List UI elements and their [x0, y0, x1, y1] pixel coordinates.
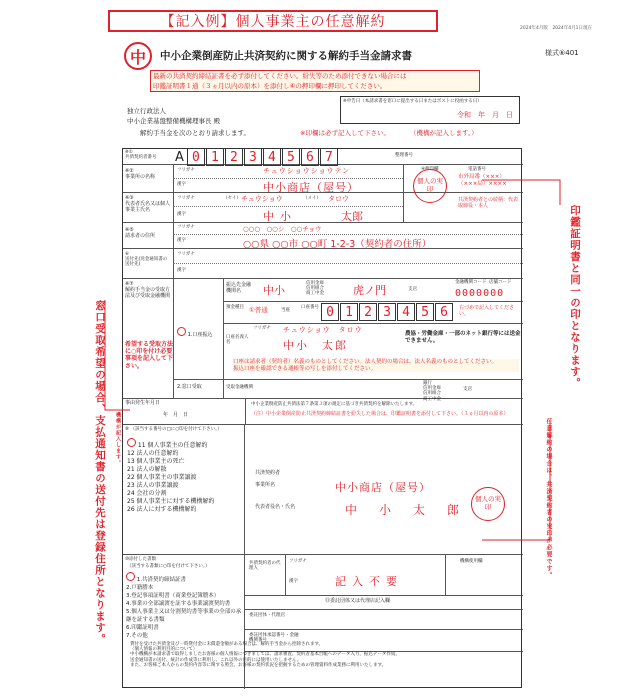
deposit-other: 当座: [281, 308, 290, 313]
reason-item[interactable]: 23 法人の事業譲渡: [127, 482, 179, 490]
contract-digit: 3: [244, 148, 262, 166]
account-note: 右づめで記入してください。: [459, 305, 515, 317]
contractor-business: 中小商店（屋号）: [335, 481, 431, 494]
attachments-title: ⑩添付した書類: [125, 557, 157, 562]
holder-label: 口座名義人名: [226, 335, 249, 346]
seiri-label: 整理番号: [395, 153, 413, 158]
window-bank-label: 受取金融機関: [226, 385, 253, 390]
agency-code-label: 委託団体・代理店: [249, 613, 285, 618]
account-digit: 3: [378, 303, 396, 321]
seal-area-label: ④押印欄: [421, 167, 439, 172]
notice-label: ⑥ 送付先(送金通知書の送付先): [125, 252, 168, 268]
reason-item[interactable]: 26 法人に対する機構解約: [127, 506, 197, 514]
attachments-sub: （該当する書類に○印を付けて下さい。）: [127, 564, 210, 570]
account-digit: 1: [340, 303, 358, 321]
kikou-note: （機構が記入します。）: [410, 129, 478, 137]
attachment-item[interactable]: 2.戸籍謄本: [126, 585, 154, 592]
business-name: 中小商店（屋号）: [263, 181, 359, 194]
jp-bank-note: 農協・労働金庫・一部のネット銀行等には送金できません。: [405, 331, 521, 344]
bank-name: 中小: [263, 284, 285, 297]
chu-stamp: 中: [124, 42, 152, 70]
contractor-business-label: 事業所名: [255, 482, 276, 488]
rep-relation: 共済契約者との続柄：代表取締役・本人: [458, 197, 519, 209]
bank-code[interactable]: 0000000: [455, 288, 505, 299]
bank-kind: 信用金庫 信用組合 商工中金: [306, 281, 324, 297]
mei-label: （メイ）: [303, 196, 321, 201]
contract-digit: 1: [206, 148, 224, 166]
notice-kanji-label: 漢字: [177, 268, 186, 273]
address-label: ※⑤ 請求者の住所: [125, 227, 156, 239]
side-note-seal-same: 印鑑証明書と同一の印となります。: [569, 205, 581, 389]
form-title: 中小企業倒産防止共済契約に関する解約手当金請求書: [160, 50, 412, 62]
contract-prefix: A: [175, 149, 184, 165]
side-note-voluntary: 任意解約の場合は、共済契約者の実印が必要です。: [545, 418, 552, 579]
account-digit: 4: [397, 303, 415, 321]
holder-furigana: チュウショウ タロウ: [283, 326, 363, 334]
transfer-fee-note: 振込口座を確認できる通帳等の写しを添付してください。: [233, 365, 377, 372]
org-line-2: 中小企業基盤整備機構理事長 殿: [127, 117, 221, 125]
address-kanji-label: 漢字: [177, 238, 186, 243]
reason-item[interactable]: 25 個人事業主に対する機構解約: [127, 498, 215, 506]
account-digit: 6: [435, 303, 453, 321]
contractor-seal-stamp: 個人の実印: [471, 487, 505, 521]
window-bank-kinds: 銀行 信用金庫 信用組合 商工中金: [423, 381, 441, 402]
rep-label: ※③ 代表者氏名又は個人事業主氏名: [125, 195, 171, 213]
rep-furigana-mei: タロウ: [328, 195, 349, 203]
address-value: ○○県 ○○市 ○○町 1-2-3（契約者の住所）: [243, 239, 432, 250]
org-line-1: 独立行政法人: [127, 107, 166, 115]
address-furigana-label: フリガナ: [177, 225, 195, 230]
rep-name-mei: 太郎: [341, 210, 363, 223]
business-furigana: チュウショウショウテン: [263, 167, 351, 175]
receipt-date-label: ※申告日（本請求書を窓口に提出する日またはポストに投函する日）: [343, 99, 482, 104]
contractor-rep: 中 小 太 郎: [345, 503, 465, 517]
footer-line-3: 中小機構が本請求書で取得しましたお客様の個人情報につきましては、請求審査、契約者基本台帳へのデータ入力、振込データ作成、: [130, 652, 400, 658]
attachment-item[interactable]: 3.登記事項証明書（商業登記簿謄本）: [126, 593, 220, 600]
attachment-item[interactable]: 7.その他: [126, 633, 148, 640]
declaration-text: 中小企業倒産防止共済法第７条第３項の規定に基づき共済契約を解除いたします。: [251, 402, 418, 407]
reason-item[interactable]: 11 個人事業主の任意解約: [127, 438, 244, 450]
footer-line-2: 〈個人情報の利用目的について〉: [130, 647, 198, 653]
reason-item[interactable]: 24 会社の分割: [127, 490, 167, 498]
side-note-window: 窓口受取希望の場合、支払通知書の送付先は登録住所となります。: [94, 300, 106, 645]
attachment-item[interactable]: 4.事業の全部譲渡を証する事業譲渡契約書: [126, 601, 231, 608]
deposit-label: 預金種目: [226, 305, 244, 310]
attachment-item[interactable]: 1.共済契約締結証書: [126, 572, 244, 584]
rep-furigana-sei: チュウショウ: [241, 195, 283, 203]
termination-date-value: 年 月 日: [163, 412, 189, 418]
warning-line-2: 印鑑証明書１通（３ヵ月以内の原本）を添付し④の押印欄に押印してください。: [153, 82, 387, 90]
rep-name-sei: 中小: [263, 210, 297, 223]
agent-furigana-label: フリガナ: [289, 559, 307, 564]
contractor-label: 共済契約者: [255, 470, 281, 476]
contract-label: ※① 共済契約者番号: [125, 150, 157, 161]
sei-label: （セイ）: [223, 196, 241, 201]
attention-text: 口座は請求者（契約者）名義のものとしてください。法人契約の場合は、法人名義のものとしてください。: [233, 359, 498, 365]
option-transfer[interactable]: 1.口座振込: [177, 327, 212, 339]
notice-furigana-label: フリガナ: [177, 252, 195, 257]
footer-line-4: 送金通知書の送付、統計の作成等に利用し、これ以外の目的には使用いたしません。: [130, 657, 302, 663]
termination-date-label: 事由発生年月日: [125, 400, 161, 406]
form-number: 様式⑥401: [545, 49, 579, 57]
contractor-rep-label: 代表者役名・氏名: [255, 504, 296, 510]
phone-label: 電話番号: [468, 167, 486, 172]
option-window[interactable]: 2.窓口受取: [177, 384, 202, 390]
bank-section-label: ※⑦ 解約手当金の受取方法及び受取金融機関: [125, 281, 171, 299]
business-label: ※② 事業所の名称: [125, 168, 156, 180]
rep-kanji-label: 漢字: [177, 212, 186, 217]
agency-sub-label: 委託団体承認番号・金融機関番号: [249, 633, 299, 644]
footer-line-1: 貸付を受けた共済金及び一時貸付金に未償還金額がある場合は、解約手当金から控除されます。: [130, 642, 324, 647]
branch-code-label: 店舗コード: [489, 280, 512, 285]
attach-note: （注）中小企業倒産防止共済契約締結証書を紛失した場合は、印鑑証明書を添付して下さい。（３ヵ月以内の原本）: [251, 411, 509, 417]
contract-digit: 2: [225, 148, 243, 166]
account-digit: 5: [416, 303, 434, 321]
furigana-label: フリガナ: [177, 168, 195, 173]
side-note-kikou: 機構が記入します。: [115, 412, 121, 466]
account-digit: 2: [359, 303, 377, 321]
warning-line-1: 最新の共済契約締結証書を必ず添付してください。紛失等のため添付できない場合には: [153, 72, 407, 80]
agent-value: 記入不要: [335, 575, 403, 588]
request-text: 解約手当金を次のとおり請求します。: [140, 129, 250, 137]
contract-digit: 4: [263, 148, 281, 166]
contract-digit: 5: [282, 148, 300, 166]
personal-seal-stamp: 個人の実印: [413, 169, 447, 203]
footer-line-5: また、お客様ご本人からの契約内容等に関する照会、お客様の契約状況を把握するための管理資料作成業務に利用いたします。: [130, 662, 387, 668]
bank-code-label: 金融機関コード: [455, 280, 487, 285]
holder-name: 中小 太郎: [283, 339, 348, 352]
holder-furigana-label: フリガナ: [253, 326, 271, 331]
account-digit: 0: [321, 303, 339, 321]
kikou-use-label: 機構使用欄: [460, 559, 483, 564]
bank-name-label: 振込先金融機関名: [226, 282, 252, 294]
reason-item[interactable]: 21 法人の解散: [127, 466, 167, 474]
reason-header: ⑨ （該当する番号の□に○印を付けて下さい。）: [125, 427, 222, 432]
kanji-label: 漢字: [177, 182, 186, 187]
deposit-type[interactable]: ①普通: [249, 306, 268, 314]
attachment-item[interactable]: 5.個人事業主又は分割契約書等事業の全部の承継を証する書類: [126, 609, 242, 624]
rep-furigana-label: フリガナ: [177, 196, 195, 201]
branch-suffix: 支店: [408, 287, 417, 292]
address-furigana: ○○○ ○○シ ○○チョウ: [243, 225, 322, 233]
contract-digit: 6: [301, 148, 319, 166]
agency-title: ⑬委託団体又は代理店記入欄: [325, 598, 391, 604]
agent-kanji-label: 漢字: [289, 579, 298, 584]
seal-note: ※印欄は必ず記入して下さい。: [300, 129, 390, 137]
reason-item[interactable]: 13 個人事業主の死亡: [127, 458, 185, 466]
reason-item[interactable]: 12 法人の任意解約: [127, 450, 179, 458]
branch-name: 虎ノ門: [353, 284, 386, 297]
document-banner: 【記入例】個人事業主の任意解約: [108, 10, 438, 32]
reason-item[interactable]: 22 個人事業主の事業譲渡: [127, 474, 197, 482]
bank-red-note: 希望する受取方法に○印を付け必要事項を記入して下さい。: [125, 341, 174, 370]
account-label: 口座番号: [301, 305, 319, 310]
attachment-item[interactable]: 6.印鑑証明書: [126, 625, 159, 632]
receipt-date-value: 令和 年 月 日: [457, 111, 513, 119]
revision-date: 2024年4月版 2024年4月1日現在: [520, 26, 592, 31]
phone-value: 市外局番（×××）（×××局）××××: [458, 174, 507, 187]
contract-digit: 7: [320, 148, 338, 166]
window-branch-suffix: 支店: [463, 387, 472, 392]
agent-label: 共済契約者の代理人: [249, 561, 281, 572]
contract-digit: 0: [187, 148, 205, 166]
